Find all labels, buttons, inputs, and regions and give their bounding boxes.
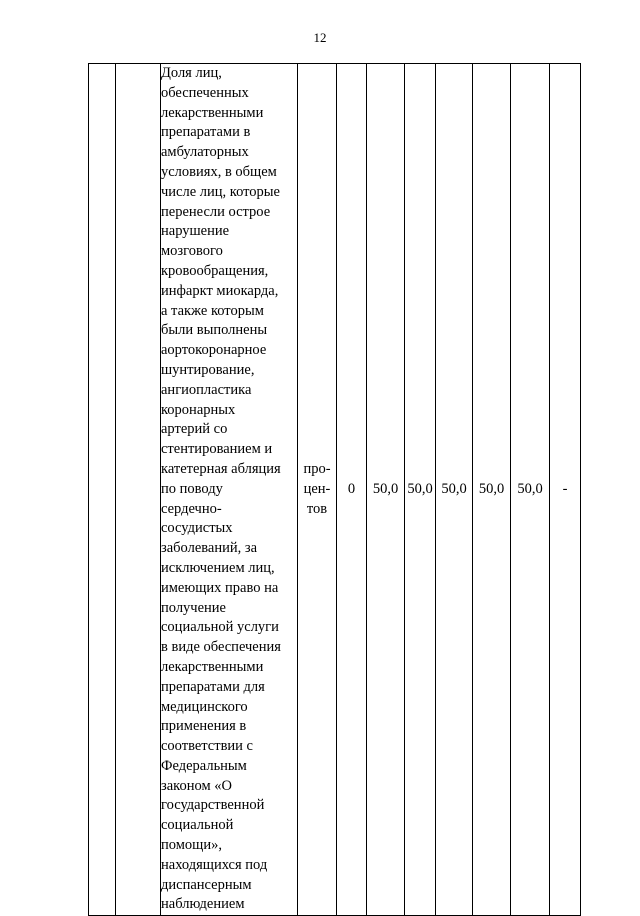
table-row <box>89 64 581 916</box>
description-line: перенесли острое <box>161 203 271 220</box>
description-line: наблюдением <box>161 896 245 913</box>
description-line: государственной <box>161 797 265 814</box>
description-line: находящихся под <box>161 856 268 873</box>
unit-cell <box>298 64 337 916</box>
description-line: стентированием и <box>161 441 273 458</box>
cell-number <box>89 64 116 916</box>
description-line: числе лиц, которые <box>161 183 280 200</box>
value-cell: 50,0 <box>511 64 550 916</box>
description-line: законом «О <box>161 777 232 794</box>
indicator-description <box>161 64 298 916</box>
value-cell: 50,0 <box>405 64 436 916</box>
description-line: амбулаторных <box>161 144 249 161</box>
unit-line: про- <box>303 460 331 477</box>
description-line: шунтирование, <box>161 361 255 378</box>
description-line: получение <box>161 599 226 616</box>
description-line: условиях, в общем <box>161 163 277 180</box>
description-line: инфаркт миокарда, <box>161 282 279 299</box>
description-line: соответствии с <box>161 738 253 755</box>
description-line: обеспеченных <box>161 84 249 101</box>
description-line: ангиопластика <box>161 381 252 398</box>
cell-goal <box>116 64 161 916</box>
description-line: артерий со <box>161 421 228 438</box>
description-line: имеющих право на <box>161 579 279 596</box>
last-value-cell: - <box>550 64 581 916</box>
description-line: медицинского <box>161 698 248 715</box>
description-line: аортокоронарное <box>161 342 267 359</box>
description-line: кровообращения, <box>161 262 269 279</box>
description-line: Федеральным <box>161 757 247 774</box>
description-line: помощи», <box>161 837 222 854</box>
description-line: коронарных <box>161 401 236 418</box>
base-value-cell: 0 <box>337 64 367 916</box>
description-line: социальной <box>161 817 234 834</box>
description-line: а также которым <box>161 302 264 319</box>
description-line: применения в <box>161 718 247 735</box>
description-line: лекарственными <box>161 658 264 675</box>
description-line: мозгового <box>161 243 223 260</box>
value-cell: 50,0 <box>367 64 405 916</box>
indicator-table <box>88 63 581 916</box>
description-line: исключением лиц, <box>161 559 275 576</box>
description-line: лекарственными <box>161 104 264 121</box>
unit-line: цен- <box>303 480 331 497</box>
description-line: по поводу <box>161 480 223 497</box>
description-line: в виде обеспечения <box>161 639 281 656</box>
description-line: нарушение <box>161 223 230 240</box>
description-line: социальной услуги <box>161 619 279 636</box>
unit-line: тов <box>306 500 328 517</box>
value-cell: 50,0 <box>473 64 511 916</box>
description-line: диспансерным <box>161 876 252 893</box>
value-cell: 50,0 <box>436 64 473 916</box>
page-number: 12 <box>313 30 327 45</box>
description-line: Доля лиц, <box>161 65 222 81</box>
description-line: были выполнены <box>161 322 268 339</box>
description-line: сосудистых <box>161 520 233 537</box>
description-line: сердечно- <box>161 500 222 517</box>
description-line: препаратами для <box>161 678 265 695</box>
description-line: заболеваний, за <box>161 540 258 557</box>
description-line: катетерная абляция <box>161 460 281 477</box>
description-line: препаратами в <box>161 124 251 141</box>
